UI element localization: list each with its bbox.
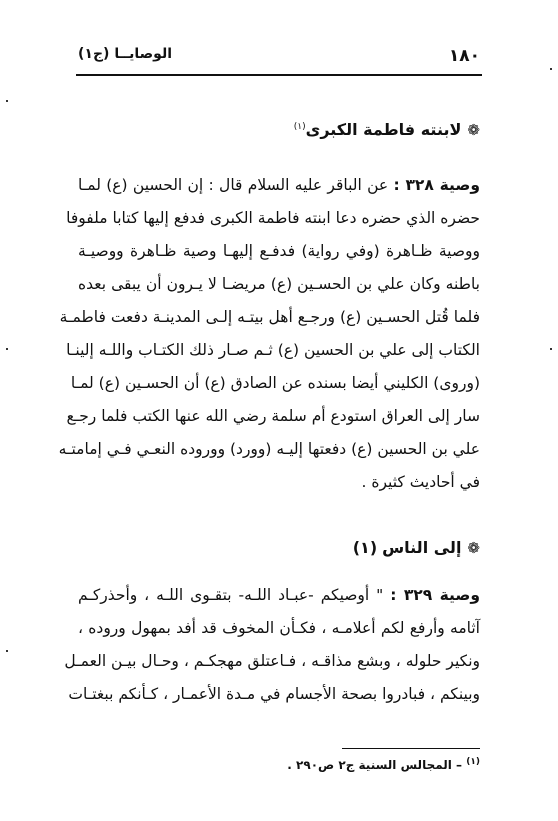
text-line: سار إلى العراق استودع أم سلمة رضي الله عنها الكتب فلما رجـع [66,407,480,425]
section-title: إلى الناس [382,538,462,557]
section-body-1 [58,176,480,516]
flower-ornament-icon: ❁ [467,121,480,139]
section-heading-1 [78,120,480,139]
testament-number: وصية ٣٢٨ : [393,176,480,194]
scan-speck [550,348,552,350]
text-line: في أحاديث كثيرة . [361,473,480,491]
header-rule [76,74,482,76]
text-line: وصية ٣٢٨ : عن الباقر عليه السلام قال : إن الحسين (ع) لمـا [78,176,480,194]
section-title: لابنته فاطمة الكبرى [305,120,462,139]
text-line: فلما قُتل الحسـين (ع) ورجـع أهل بيتـه إلـى المدينـة دفعت فاطمـة [59,308,480,326]
flower-ornament-icon: ❁ [467,539,480,557]
text-line: باطنه وكان علي بن الحسـين (ع) مريضـا لا يـرون أن يبقى بعده [78,275,480,293]
text-line: حضره الذي حضره دعا ابنته فاطمة الكبرى فدفع إليها كتابا ملفوفا [66,209,480,227]
page-header [78,46,480,70]
footnote-marker: (١) [352,538,378,557]
section-body-2 [64,586,480,726]
footnote-marker: (١) [466,757,480,767]
scan-speck [550,68,552,70]
footnote-rule [342,748,480,749]
text-line: ووصية ظـاهرة (وفي رواية) فدفـع إليهـا وصية ظـاهرة ووصيـة [78,242,480,260]
running-title: الوصايــا (ج١) [78,46,173,62]
text-line: آثامه وأرفع لكم أعلامـه ، فكـأن المخوف قد أفد بمهول وروده ، [78,619,480,637]
section-heading-2 [78,538,480,557]
scan-speck [6,100,8,102]
text-line: (وروى) الكليني أيضا بسنده عن الصادق (ع) أن الحسـين (ع) لمـا [70,374,480,392]
testament-number: وصية ٣٢٩ : [390,586,480,604]
scan-speck [6,650,8,652]
text-line: وصية ٣٢٩ : " أوصيكم -عبـاد اللـه- بتقـوى اللـه ، وأحذركـم [78,586,480,604]
text-line: علي بن الحسين (ع) دفعتها إليـه (وورد) ووروده النعـي فـي إمامتـه [58,440,480,458]
scan-speck [6,348,8,350]
footnote-marker: (١) [293,121,306,132]
footnote-text: – المجالس السنية ج٢ ص٢٩٠ . [287,758,463,772]
text-line: وبينكم ، فبادروا بصحة الأجسام في مـدة الأعمـار ، كـأنكم ببغتـات [68,685,480,703]
footnote [287,757,480,772]
text-line: الكتاب إلى علي بن الحسين (ع) ثـم صـار ذلك الكتـاب واللـه إلينـا [66,341,480,359]
page-number: ١٨٠ [448,46,480,66]
text-line: ونكير حلوله ، وبشع مذاقـه ، فـاعتلق مهجكـم ، وحـال بيـن العمـل [64,652,480,670]
